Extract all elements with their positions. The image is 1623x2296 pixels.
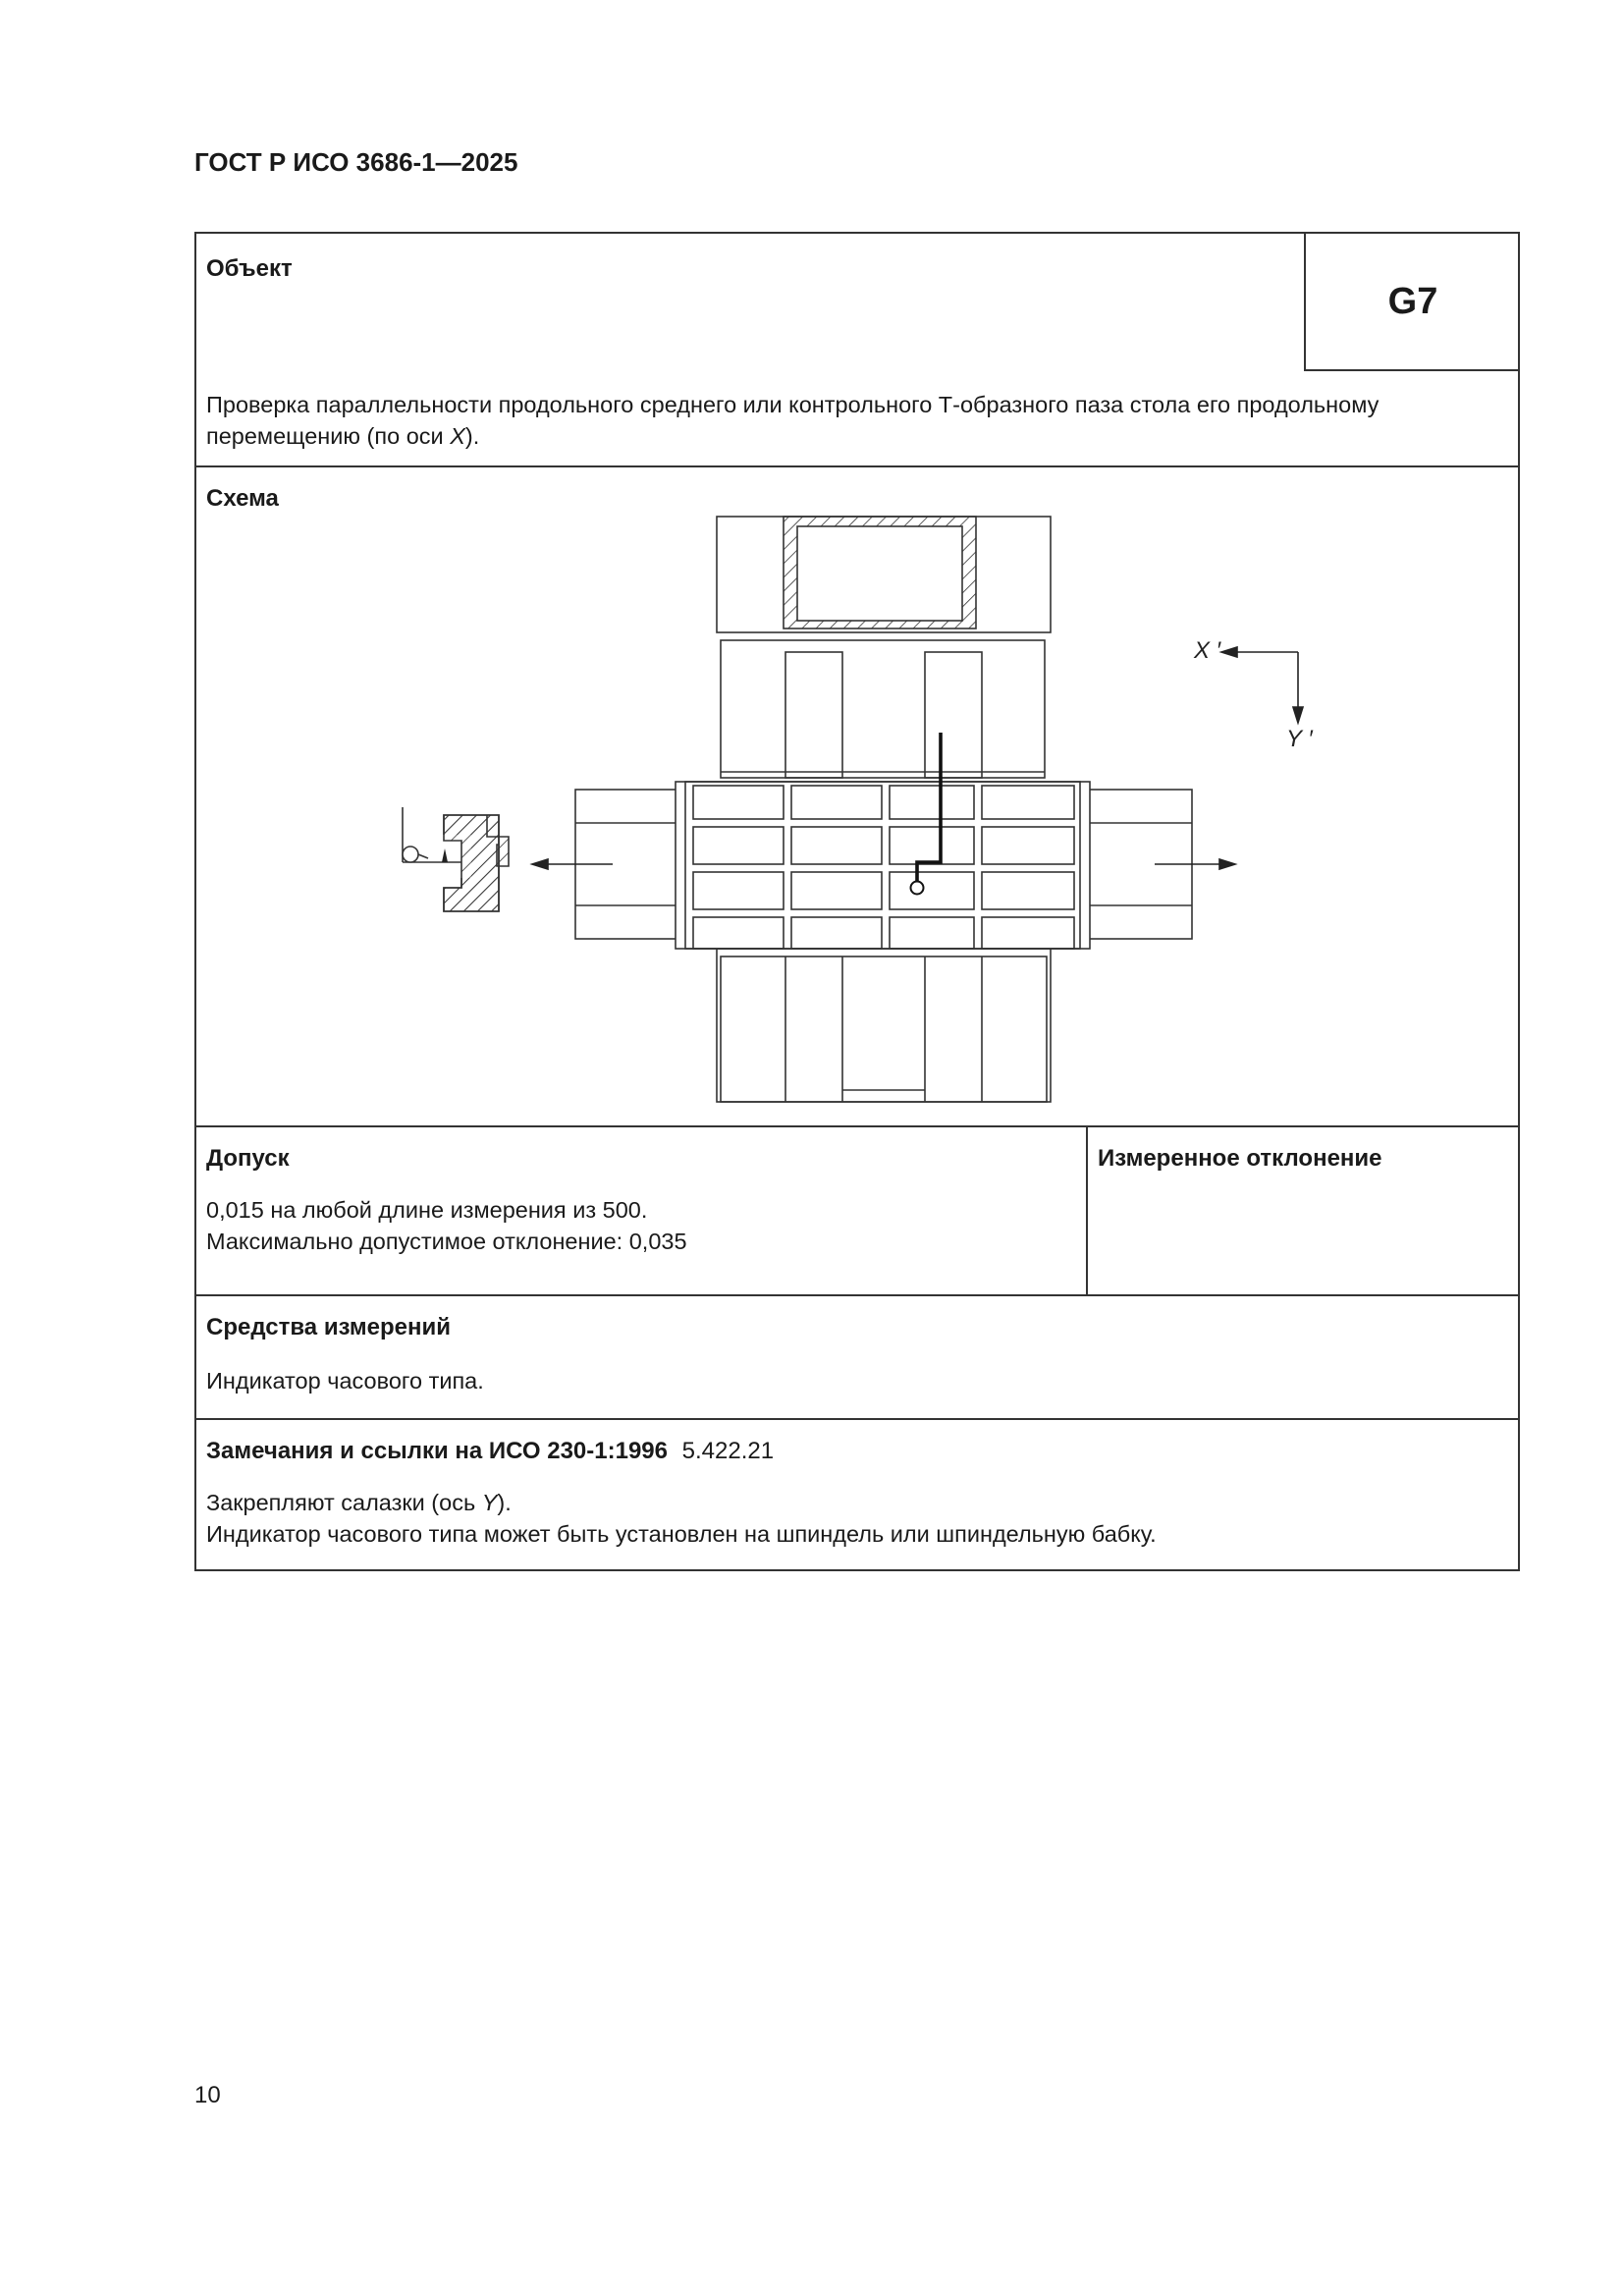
scheme-label: Схема <box>206 485 279 512</box>
travel-arrow-right <box>1155 859 1235 869</box>
tolerance-line1: 0,015 на любой длине измерения из 500. <box>206 1197 648 1223</box>
remarks-reference: 5.422.21 <box>681 1438 775 1464</box>
axis-y-label: Y ′ <box>1286 726 1313 752</box>
table <box>676 782 1090 949</box>
saddle-guide-right <box>925 652 982 778</box>
divider-tolerance <box>196 1125 1518 1127</box>
page-number: 10 <box>194 2082 221 2108</box>
description-line2-pre: перемещению (по оси <box>206 423 451 449</box>
description-axis: X <box>450 423 465 449</box>
measured-deviation-label: Измеренное отклонение <box>1098 1145 1382 1172</box>
remarks-text <box>206 1487 1502 1550</box>
description-line1: Проверка параллельности продольного среднего или контрольного Т-образного паза стола его продольному <box>206 392 1380 417</box>
divider-instruments <box>196 1294 1518 1296</box>
travel-arrow-left <box>532 859 613 869</box>
remarks-label: Замечания и ссылки на ИСО 230-1:1996 <box>206 1438 668 1464</box>
divider-remarks <box>196 1418 1518 1420</box>
remarks-heading <box>206 1438 774 1465</box>
axis-indicator <box>1221 647 1303 723</box>
tolerance-line2: Максимально допустимое отклонение: 0,035 <box>206 1229 687 1254</box>
spindle-head-inner <box>797 526 962 621</box>
tolerance-text <box>206 1194 1070 1257</box>
saddle-top <box>721 640 1045 778</box>
instruments-label: Средства измерений <box>206 1314 452 1340</box>
tolerance-label: Допуск <box>206 1145 290 1172</box>
tolerance-divider <box>1086 1125 1088 1294</box>
remarks-axis: Y <box>481 1490 498 1515</box>
saddle-guide-left <box>785 652 842 778</box>
remarks-line1-pre: Закрепляют салазки (ось <box>206 1490 482 1515</box>
t-slot-detail <box>403 807 509 911</box>
axis-x-label: X ′ <box>1194 637 1221 664</box>
object-label: Объект <box>206 255 293 282</box>
remarks-line2: Индикатор часового типа может быть установлен на шпиндель или шпиндельную бабку. <box>206 1521 1157 1547</box>
instruments-text: Индикатор часового типа. <box>206 1368 484 1394</box>
test-code: G7 <box>1304 234 1520 371</box>
base-lower <box>717 949 1051 1102</box>
form-table <box>194 232 1520 1571</box>
scheme-diagram <box>196 234 1518 1118</box>
standard-designation: ГОСТ Р ИСО 3686-1—2025 <box>194 147 518 177</box>
remarks-line1-post: ). <box>497 1490 512 1515</box>
description-line2-post: ). <box>464 423 480 449</box>
